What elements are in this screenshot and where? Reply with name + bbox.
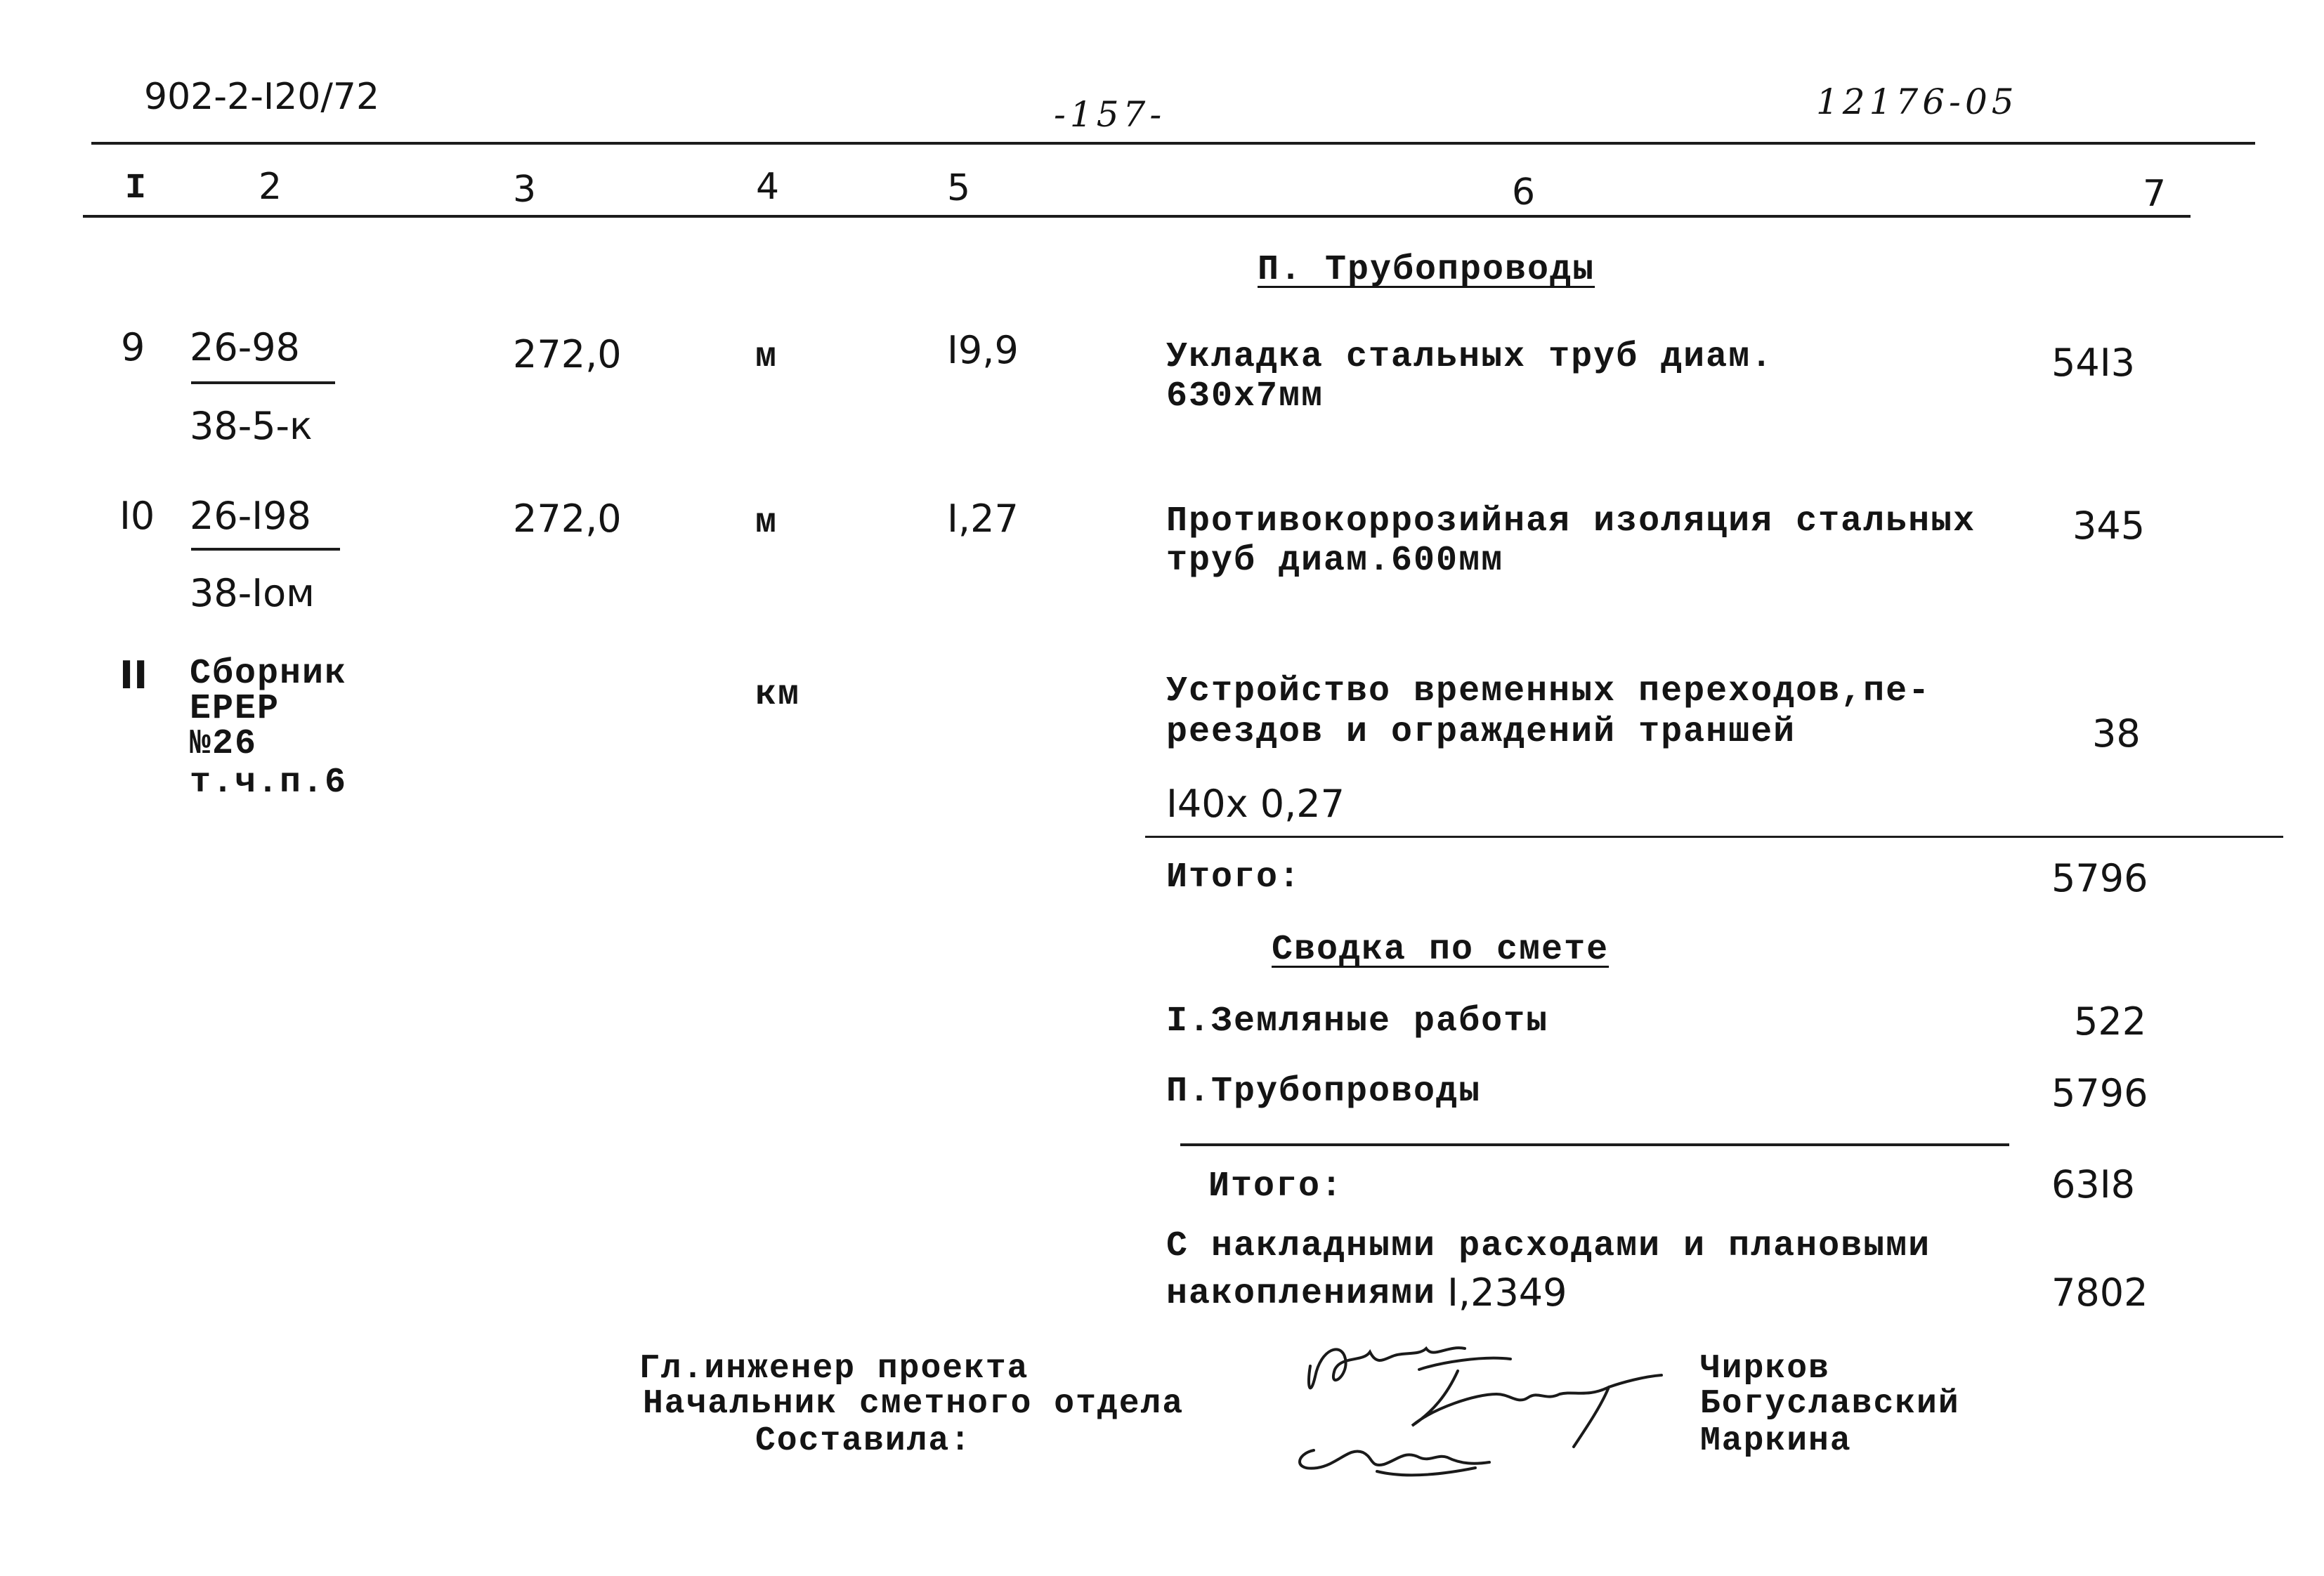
overhead-line1: С накладными расходами и плановыми bbox=[1166, 1226, 1931, 1266]
handwritten-signatures bbox=[1279, 1327, 1672, 1496]
subtotal-value: 5796 bbox=[2051, 856, 2148, 900]
signature-role: Начальник сметного отдела bbox=[643, 1385, 1184, 1423]
page-number: -157- bbox=[1054, 94, 1166, 135]
document-code: 902-2-I20/72 bbox=[144, 76, 380, 118]
row-total: 38 bbox=[2092, 711, 2141, 756]
overhead-line2: накоплениями bbox=[1166, 1274, 1437, 1314]
row-code-line: т.ч.п.6 bbox=[190, 763, 348, 803]
row-code-line: ЕРЕР bbox=[190, 689, 280, 729]
column-header-1: I bbox=[125, 169, 148, 209]
column-header-5: 5 bbox=[947, 167, 971, 209]
column-header-3: 3 bbox=[513, 169, 537, 211]
code-fraction-line bbox=[191, 548, 340, 551]
row-number: 9 bbox=[121, 325, 145, 369]
summary-title: Сводка по смете bbox=[1272, 930, 1610, 970]
summary-item-value: 522 bbox=[2074, 999, 2147, 1044]
archive-number: 12176-05 bbox=[1816, 81, 2018, 122]
row-description-line1: Противокоррозийная изоляция стальных bbox=[1166, 501, 1976, 541]
column-header-2: 2 bbox=[259, 166, 282, 208]
row-code-line: Сборник bbox=[190, 654, 348, 694]
row-quantity: 272,0 bbox=[513, 332, 622, 376]
overhead-coefficient: I,2349 bbox=[1447, 1270, 1567, 1315]
row-unit: м bbox=[755, 503, 778, 543]
row-description-line1: Укладка стальных труб диам. bbox=[1166, 337, 1774, 377]
row-price: I9,9 bbox=[947, 328, 1019, 372]
row-description-line2: реездов и ограждений траншей bbox=[1166, 712, 1796, 752]
header-rule bbox=[91, 142, 2255, 145]
row-description-line2: труб диам.600мм bbox=[1166, 541, 1504, 581]
summary-total-rule bbox=[1180, 1143, 2009, 1146]
row-quantity: 272,0 bbox=[513, 497, 622, 541]
row-number: I0 bbox=[119, 494, 155, 538]
row-unit: км bbox=[755, 675, 801, 715]
signature-name: Богуславский bbox=[1700, 1385, 1960, 1423]
row-description-line1: Устройство временных переходов,пе- bbox=[1166, 671, 1931, 711]
signature-name: Маркина bbox=[1700, 1422, 1852, 1460]
row-code-top: 26-I98 bbox=[190, 494, 311, 538]
row-code-top: 26-98 bbox=[190, 325, 300, 369]
row-total: 345 bbox=[2072, 504, 2146, 548]
row-unit: м bbox=[755, 337, 778, 377]
column-header-rule bbox=[83, 215, 2191, 218]
summary-item-label: I.Земляные работы bbox=[1166, 1002, 1549, 1042]
summary-total-value: 63I8 bbox=[2051, 1162, 2135, 1207]
row-price: I,27 bbox=[947, 497, 1019, 541]
column-header-4: 4 bbox=[756, 166, 780, 208]
column-header-6: 6 bbox=[1512, 171, 1536, 214]
row-code-bottom: 38-Iом bbox=[190, 571, 315, 615]
row-code-bottom: 38-5-к bbox=[190, 404, 313, 448]
section-title: П. Трубопроводы bbox=[1258, 250, 1595, 290]
summary-item-label: П.Трубопроводы bbox=[1166, 1072, 1482, 1112]
overhead-value: 7802 bbox=[2051, 1270, 2148, 1315]
signature-role: Гл.инженер проекта bbox=[639, 1350, 1029, 1388]
summary-item-value: 5796 bbox=[2051, 1071, 2148, 1115]
row-number: II bbox=[119, 653, 148, 697]
row-description-line2: 630х7мм bbox=[1166, 376, 1324, 416]
signature-role: Составила: bbox=[755, 1422, 972, 1460]
summary-total-label: Итого: bbox=[1208, 1167, 1344, 1207]
code-fraction-line bbox=[191, 381, 335, 384]
subtotal-rule bbox=[1145, 836, 2283, 838]
row-total: 54I3 bbox=[2051, 341, 2135, 385]
row-calculation: I40х 0,27 bbox=[1166, 782, 1345, 826]
subtotal-label: Итого: bbox=[1166, 858, 1302, 898]
column-header-7: 7 bbox=[2143, 173, 2167, 215]
row-code-line: №26 bbox=[190, 724, 258, 764]
signature-name: Чирков bbox=[1700, 1350, 1830, 1388]
